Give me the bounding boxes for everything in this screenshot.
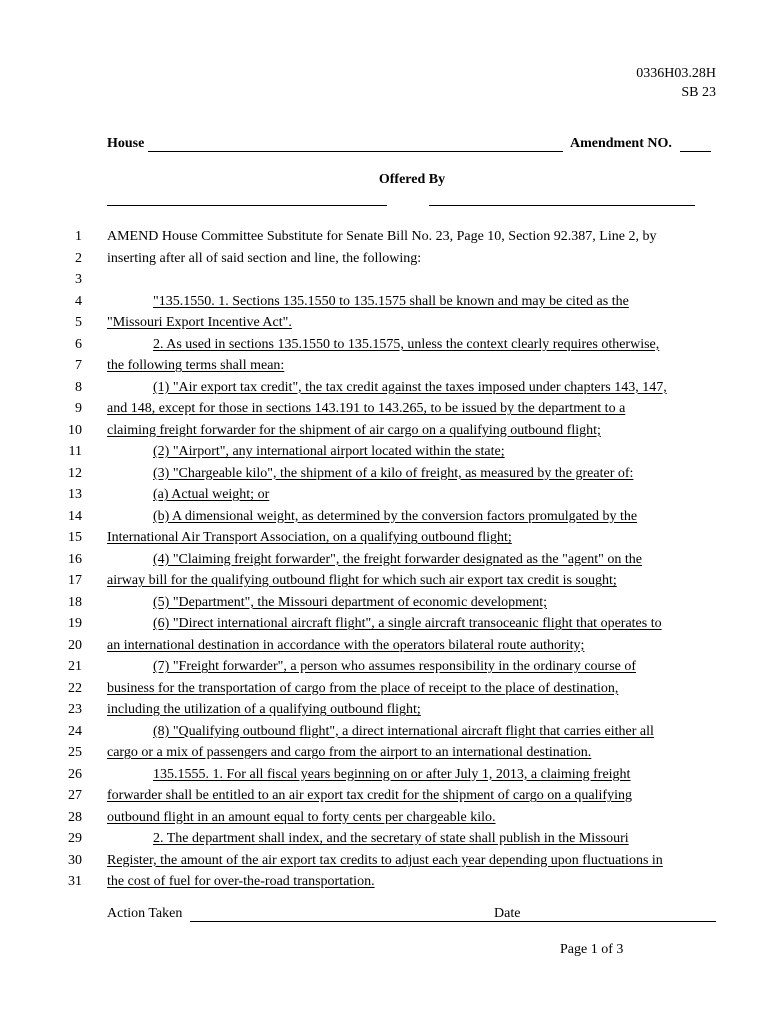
- line-text: 2. The department shall index, and the secretary of state shall publish in the Missouri: [153, 831, 629, 846]
- line-number: 10: [68, 422, 82, 438]
- document-line: [0, 678, 770, 700]
- line-text: inserting after all of said section and line, the following:: [107, 250, 422, 266]
- line-number: 3: [75, 272, 82, 287]
- document-line: [0, 226, 770, 248]
- line-number: 28: [68, 809, 82, 825]
- line-number: 19: [68, 616, 82, 631]
- offered-by-signature-line-2: [429, 205, 695, 206]
- document-line: [0, 269, 770, 291]
- line-text: (2) "Airport", any international airport located within the state;: [153, 444, 505, 459]
- document-line: [0, 871, 770, 893]
- line-text: (a) Actual weight; or: [153, 487, 270, 502]
- document-line: [0, 420, 770, 442]
- line-number: 8: [75, 379, 82, 395]
- line-number: 23: [68, 702, 82, 717]
- line-text: (1) "Air export tax credit", the tax credit against the taxes imposed under chapters 143, 147,: [153, 379, 667, 395]
- line-text: airway bill for the qualifying outbound flight for which such air export tax credit is sought;: [107, 573, 617, 588]
- line-text: claiming freight forwarder for the shipment of air cargo on a qualifying outbound flight;: [107, 422, 601, 438]
- document-line: [0, 721, 770, 743]
- document-line: [0, 613, 770, 635]
- line-text: an international destination in accordance with the operators bilateral route authority;: [107, 637, 585, 653]
- line-text: AMEND House Committee Substitute for Senate Bill No. 23, Page 10, Section 92.387, Line 2, by: [107, 229, 657, 244]
- line-number: 30: [68, 852, 82, 868]
- document-line: [0, 355, 770, 377]
- house-blank-line: [148, 151, 563, 152]
- document-line: [0, 506, 770, 528]
- house-label: House: [107, 136, 145, 151]
- line-number: 11: [68, 444, 82, 459]
- document-line: [0, 635, 770, 657]
- document-line: [0, 828, 770, 850]
- document-line: [0, 334, 770, 356]
- document-line: [0, 807, 770, 829]
- line-text: (5) "Department", the Missouri department of economic development;: [153, 594, 547, 610]
- doc-code: 0336H03.28H: [636, 66, 716, 81]
- line-number: 1: [75, 229, 82, 244]
- line-number: 18: [68, 594, 82, 610]
- offered-by-signature-line-1: [107, 205, 387, 206]
- document-line: [0, 592, 770, 614]
- line-number: 27: [68, 788, 82, 803]
- line-number: 5: [75, 315, 82, 330]
- line-number: 6: [75, 336, 82, 352]
- line-text: including the utilization of a qualifying outbound flight;: [107, 702, 421, 717]
- document-line: [0, 850, 770, 872]
- document-line: [0, 656, 770, 678]
- offered-by-label: Offered By: [378, 172, 446, 187]
- line-number: 29: [68, 831, 82, 846]
- line-number: 15: [68, 530, 82, 545]
- document-line: [0, 742, 770, 764]
- document-line: [0, 764, 770, 786]
- line-number: 21: [68, 659, 82, 674]
- line-number: 14: [68, 508, 82, 524]
- bill-number: SB 23: [681, 85, 716, 100]
- line-number: 13: [68, 487, 82, 502]
- document-id-block: [636, 64, 716, 102]
- line-text: (6) "Direct international aircraft flight", a single aircraft transoceanic flight that operates to: [153, 616, 662, 631]
- document-line: [0, 291, 770, 313]
- line-number: 2: [75, 250, 82, 266]
- line-text: forwarder shall be entitled to an air export tax credit for the shipment of cargo on a qualifying: [107, 788, 632, 803]
- line-number: 7: [75, 358, 82, 373]
- date-label: Date: [494, 906, 521, 921]
- line-text: International Air Transport Association, on a qualifying outbound flight;: [107, 530, 512, 545]
- line-text: outbound flight in an amount equal to forty cents per chargeable kilo.: [107, 809, 496, 825]
- amendment-no-label: Amendment NO.: [570, 136, 672, 151]
- line-number: 9: [75, 401, 82, 416]
- line-text: and 148, except for those in sections 143.191 to 143.265, to be issued by the department to a: [107, 401, 626, 416]
- line-text: Register, the amount of the air export tax credits to adjust each year depending upon fluctuations in: [107, 852, 663, 868]
- line-text: 135.1555. 1. For all fiscal years beginning on or after July 1, 2013, a claiming freight: [153, 766, 631, 782]
- line-text: "135.1550. 1. Sections 135.1550 to 135.1575 shall be known and may be cited as the: [153, 293, 629, 309]
- line-number: 31: [68, 874, 82, 889]
- document-line: [0, 785, 770, 807]
- document-line: [0, 441, 770, 463]
- line-text: (4) "Claiming freight forwarder", the freight forwarder designated as the "agent" on the: [153, 551, 642, 567]
- house-amendment-row: [107, 136, 711, 156]
- document-line: [0, 248, 770, 270]
- action-taken-label: Action Taken: [107, 906, 183, 921]
- line-text: (b) A dimensional weight, as determined by the conversion factors promulgated by the: [153, 508, 638, 524]
- document-line: [0, 398, 770, 420]
- line-number: 17: [68, 573, 82, 588]
- line-number: 20: [68, 637, 82, 653]
- document-line: [0, 377, 770, 399]
- amendment-body: [0, 226, 770, 893]
- document-line: [0, 463, 770, 485]
- action-taken-row: [107, 906, 717, 926]
- line-text: "Missouri Export Incentive Act".: [107, 315, 292, 330]
- line-text: 2. As used in sections 135.1550 to 135.1575, unless the context clearly requires otherwise,: [153, 336, 660, 352]
- line-number: 4: [75, 293, 82, 309]
- line-text: (7) "Freight forwarder", a person who assumes responsibility in the ordinary course of: [153, 659, 637, 674]
- document-line: [0, 312, 770, 334]
- line-number: 25: [68, 745, 82, 760]
- document-line: [0, 570, 770, 592]
- line-text: (3) "Chargeable kilo", the shipment of a kilo of freight, as measured by the greater of:: [153, 465, 634, 481]
- line-number: 16: [68, 551, 82, 567]
- line-number: 24: [68, 723, 82, 739]
- document-line: [0, 699, 770, 721]
- line-text: (8) "Qualifying outbound flight", a direct international aircraft flight that carries either all: [153, 723, 654, 739]
- page-number: Page 1 of 3: [560, 942, 624, 957]
- document-line: [0, 527, 770, 549]
- line-number: 26: [68, 766, 82, 782]
- line-number: 22: [68, 680, 82, 696]
- amendment-no-blank-line: [680, 151, 711, 152]
- document-line: [0, 484, 770, 506]
- line-text: the following terms shall mean:: [107, 358, 285, 373]
- line-number: 12: [68, 465, 82, 481]
- line-text: the cost of fuel for over-the-road transportation.: [107, 874, 375, 889]
- line-text: cargo or a mix of passengers and cargo from the airport to an international destination.: [107, 745, 592, 760]
- line-text: business for the transportation of cargo from the place of receipt to the place of destination,: [107, 680, 619, 696]
- document-line: [0, 549, 770, 571]
- date-blank-line: [526, 921, 716, 922]
